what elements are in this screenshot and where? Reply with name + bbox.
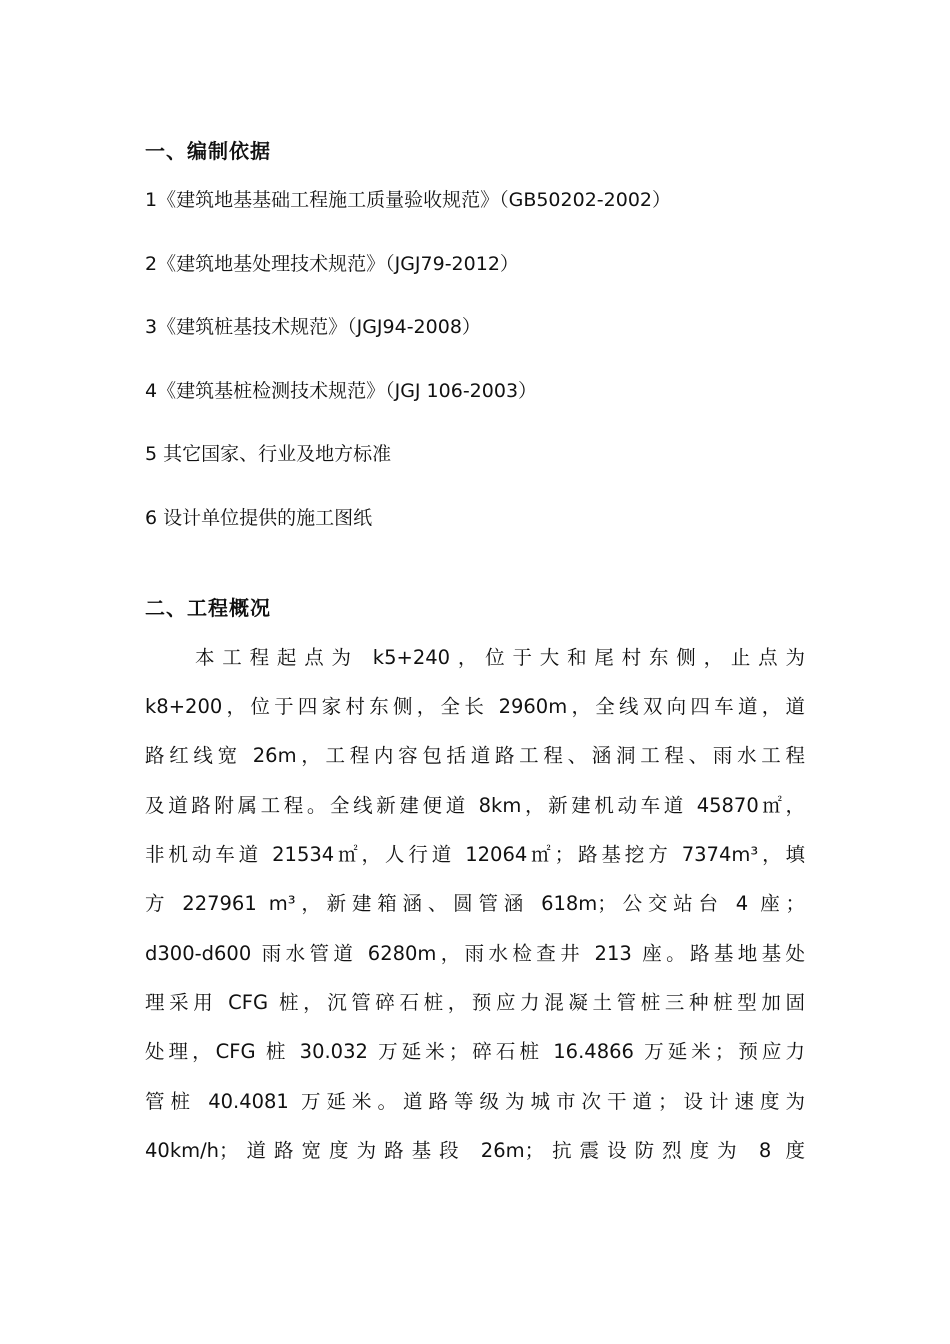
reference-item-6: 6 设计单位提供的施工图纸 — [145, 507, 373, 529]
overview-line-8: 理采用 CFG 桩，沉管碎石桩，预应力混凝土管桩三种桩型加固 — [145, 991, 805, 1014]
overview-line-11: 40km/h；道路宽度为路基段 26m；抗震设防烈度为 8 度 — [145, 1139, 805, 1162]
section-heading-overview: 二、工程概况 — [145, 596, 271, 620]
reference-item-5: 5 其它国家、行业及地方标准 — [145, 443, 392, 465]
reference-item-3: 3《建筑桩基技术规范》（JGJ94-2008） — [145, 316, 481, 338]
overview-line-7: d300-d600 雨水管道 6280m，雨水检查井 213 座。路基地基处 — [145, 942, 805, 965]
reference-item-1: 1《建筑地基基础工程施工质量验收规范》（GB50202-2002） — [145, 189, 671, 211]
overview-line-5: 非机动车道 21534㎡，人行道 12064㎡；路基挖方 7374m³，填 — [145, 843, 805, 866]
overview-line-10: 管桩 40.4081 万延米。道路等级为城市次干道；设计速度为 — [145, 1090, 805, 1113]
reference-item-4: 4《建筑基桩检测技术规范》（JGJ 106-2003） — [145, 380, 538, 402]
overview-line-4: 及道路附属工程。全线新建便道 8km，新建机动车道 45870㎡， — [145, 794, 805, 817]
overview-line-9: 处理，CFG 桩 30.032 万延米；碎石桩 16.4866 万延米；预应力 — [145, 1040, 805, 1063]
section-heading-basis: 一、编制依据 — [145, 139, 271, 163]
overview-line-1: 本工程起点为 k5+240，位于大和尾村东侧，止点为 — [195, 646, 805, 669]
reference-item-2: 2《建筑地基处理技术规范》（JGJ79-2012） — [145, 253, 519, 275]
overview-line-2: k8+200，位于四家村东侧，全长 2960m，全线双向四车道，道 — [145, 695, 805, 718]
overview-line-3: 路红线宽 26m，工程内容包括道路工程、涵洞工程、雨水工程 — [145, 744, 805, 767]
overview-line-6: 方 227961 m³，新建箱涵、圆管涵 618m；公交站台 4 座； — [145, 892, 805, 915]
